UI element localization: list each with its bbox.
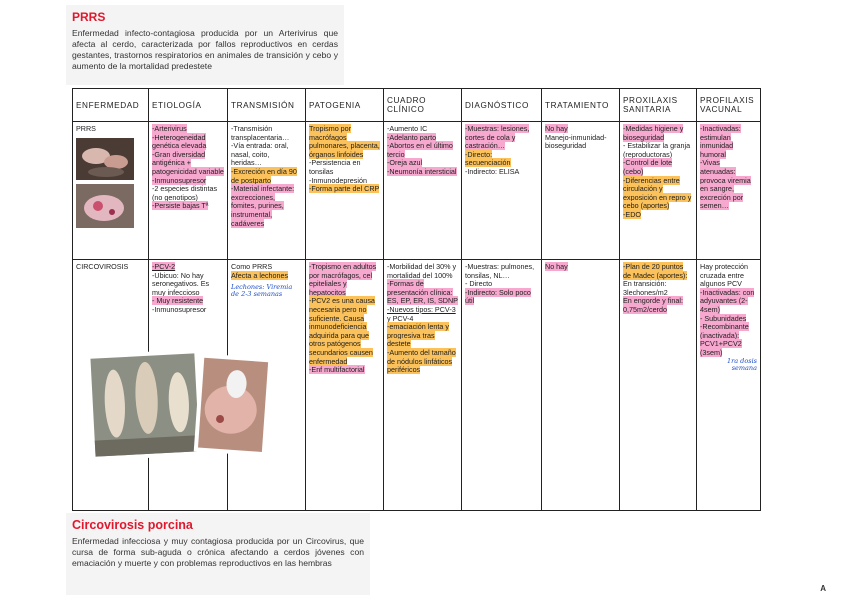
header-patogenia: PATOGENIA bbox=[306, 89, 384, 122]
cell-etiologia bbox=[149, 122, 228, 260]
cell-cuadro-clinico bbox=[384, 260, 462, 511]
list-item: -Inactivadas: estimulan inmunidad humoral bbox=[700, 124, 741, 159]
list-item: Tropismo por macrófagos pulmonares, placenta, órganos linfoides bbox=[309, 124, 380, 159]
circovirosis-text: Enfermedad infecciosa y muy contagiosa producida por un Circovirus, que cursa de forma sub-aguda o crónica afectando a cerdos jóvenes con emaciación y muerte y con problemas reproductivos en las hembras bbox=[72, 536, 364, 568]
disease-table bbox=[72, 88, 761, 511]
header-etiologia: ETIOLOGÍA bbox=[149, 89, 228, 122]
cell-tratamiento bbox=[542, 122, 620, 260]
header-tratamiento: TRATAMIENTO bbox=[542, 89, 620, 122]
table-row-prrs bbox=[73, 122, 761, 260]
cell-patogenia bbox=[306, 122, 384, 260]
list-item: En engorde y final: 0,75m2/cerdo bbox=[623, 296, 683, 314]
list-item: -Control de lote (cebo) bbox=[623, 158, 673, 176]
list-item: -Arterivirus bbox=[152, 124, 187, 133]
list-item: - Directo bbox=[465, 279, 493, 289]
list-item: -Transmisión transplacentaria… bbox=[231, 124, 290, 142]
header-cuadro-clinico: CUADRO CLÍNICO bbox=[384, 89, 462, 122]
list-item: -Diferencias entre circulación y exposición en repro y cebo (aportes) bbox=[623, 175, 692, 211]
cell-tratamiento bbox=[542, 260, 620, 511]
list-item: -PCV2 es una causa necesaria pero no suficiente. Causa inmunodeficiencia adquirida para que otros patógenos secundarios causen enfermedad bbox=[309, 296, 375, 366]
header-profilaxis-vacunal: PROFILAXIS VACUNAL bbox=[697, 89, 761, 122]
list-item: -Excreción en día 90 de postparto bbox=[231, 166, 297, 185]
list-item: -Abortos en el último tercio bbox=[387, 141, 453, 159]
circovirosis-title: Circovirosis porcina bbox=[72, 518, 193, 532]
table-row-circovirosis bbox=[73, 260, 761, 511]
intro-text: Enfermedad infecto-contagiosa producida por un Arterivirus que afecta al cerdo, caracterizada por fallos reproductivos en cerdas gestantes, trastornos respiratorios en animales de transición y cebo y aumento de la mortalidad predestete bbox=[72, 28, 338, 71]
list-item: -EDO bbox=[623, 209, 641, 219]
cell-diagnostico bbox=[462, 260, 542, 511]
list-item: En transición: 3lechones/m2 bbox=[623, 279, 668, 297]
list-item: -Directo: secuenciación bbox=[465, 149, 511, 168]
cell-disease bbox=[73, 122, 149, 260]
pig-photo-1 bbox=[76, 138, 134, 180]
list-item: -Aumento IC bbox=[387, 124, 428, 133]
list-item: -Vía entrada: oral, nasal, coito, heridas… bbox=[231, 141, 289, 168]
cell-transmision bbox=[228, 122, 306, 260]
handwritten-note: 1ra dosis semana bbox=[726, 356, 757, 372]
list-item: -Muestras: lesiones, cortes de cola y castración… bbox=[465, 124, 530, 151]
cell-diagnostico bbox=[462, 122, 542, 260]
list-item: -Formas de presentación clínica: ES, EP, ER, IS, SDNP bbox=[387, 279, 458, 306]
intro-title: PRRS bbox=[72, 10, 106, 24]
handwritten-note: Lechones: Viremia de 2-3 semanas bbox=[231, 283, 293, 299]
list-item: -Muestras: pulmones, tonsilas, NL… bbox=[465, 262, 535, 280]
pig-photo-2 bbox=[76, 184, 134, 228]
list-item: -Forma parte del CRP bbox=[309, 184, 380, 194]
list-item: -Gran diversidad antigénica + patogenicidad variable bbox=[152, 149, 224, 176]
list-item: -Persistencia en tonsilas bbox=[309, 158, 361, 176]
list-item: -Persiste bajas Tª bbox=[152, 201, 209, 211]
list-item: No hay bbox=[545, 262, 568, 271]
list-item: -2 especies distintas (no genotipos) bbox=[152, 184, 218, 202]
cell-profilaxis-sanitaria bbox=[620, 122, 697, 260]
disease-name: CIRCOVIROSIS bbox=[76, 262, 129, 271]
list-item: -Morbilidad del 30% y mortalidad del 100% bbox=[387, 262, 457, 280]
pig-photos bbox=[85, 346, 277, 464]
list-item: Afecta a lechones bbox=[231, 270, 289, 280]
list-item: -Adelanto parto bbox=[387, 132, 437, 142]
cell-patogenia bbox=[306, 260, 384, 511]
list-item: -emaciación lenta y progresiva tras destete bbox=[387, 322, 449, 349]
header-diagnostico: DIAGNÓSTICO bbox=[462, 89, 542, 122]
list-item: -PCV-2 bbox=[152, 262, 176, 271]
page-number: A bbox=[820, 584, 826, 593]
list-item: -Indirecto: Solo poco útil bbox=[465, 287, 531, 306]
circovirosis-box bbox=[66, 513, 370, 595]
list-item: -Inactivadas: con adyuvantes (2-4sem) bbox=[700, 287, 755, 314]
header-transmision: TRANSMISIÓN bbox=[228, 89, 306, 122]
list-item: -Indirecto: ELISA bbox=[465, 166, 520, 176]
list-item: - Estabilizar la granja (reproductoras) bbox=[623, 141, 691, 159]
cell-profilaxis-vacunal bbox=[697, 260, 761, 511]
list-item: -Vivas atenuadas: provoca viremia en sangre, excreción por semen… bbox=[700, 158, 751, 211]
header-profilaxis-sanitaria: PROXILAXIS SANITARIA bbox=[620, 89, 697, 122]
list-item: Hay protección cruzada entre algunos PCV bbox=[700, 262, 748, 289]
list-item: -Inmunosupresor bbox=[152, 304, 207, 314]
list-item: -Ubicuo: No hay seronegativos. Es muy infeccioso bbox=[152, 270, 210, 297]
list-item: -Recombinante (inactivada): PCV1+PCV2 (3sem) bbox=[700, 322, 749, 357]
disease-name: PRRS bbox=[76, 124, 96, 133]
list-item: -Plan de 20 puntos de Madec (aportes): bbox=[623, 262, 688, 280]
list-item: Manejo-inmunidad-bioseguridad bbox=[545, 132, 607, 151]
list-item: -Neumonía intersticial bbox=[387, 166, 457, 176]
list-item: -Inmunosupresor bbox=[152, 175, 207, 185]
list-item: -Material infectante: excrecciones, fomites, purines, instrumental, cadáveres bbox=[231, 184, 295, 228]
cell-profilaxis-sanitaria bbox=[620, 260, 697, 511]
list-item: -Inmunodepresión bbox=[309, 175, 367, 185]
list-item: -Heterogeneidad genética elevada bbox=[152, 132, 207, 151]
list-item: -Tropismo en adultos por macrófagos, cel epiteliales y hepatocitos bbox=[309, 262, 377, 297]
list-item: - Subunidades bbox=[700, 313, 747, 323]
list-item: -Medidas higiene y bioseguridad bbox=[623, 124, 684, 142]
intro-box bbox=[66, 5, 344, 85]
cell-profilaxis-vacunal bbox=[697, 122, 761, 260]
list-item: -Aumento del tamaño de nódulos linfáticos periféricos bbox=[387, 347, 456, 375]
list-item: - Muy resistente bbox=[152, 296, 204, 306]
list-item: -Enf multifactorial bbox=[309, 365, 365, 375]
header-row bbox=[73, 89, 761, 122]
list-item: Como PRRS bbox=[231, 262, 273, 271]
cell-disease bbox=[73, 260, 149, 511]
cell-cuadro-clinico bbox=[384, 122, 462, 260]
header-enfermedad: ENFERMEDAD bbox=[73, 89, 149, 122]
list-item: No hay bbox=[545, 124, 568, 133]
list-item: -Nuevos tipos: PCV-3 y PCV-4 bbox=[387, 304, 456, 323]
list-item: -Oreja azul bbox=[387, 158, 423, 168]
